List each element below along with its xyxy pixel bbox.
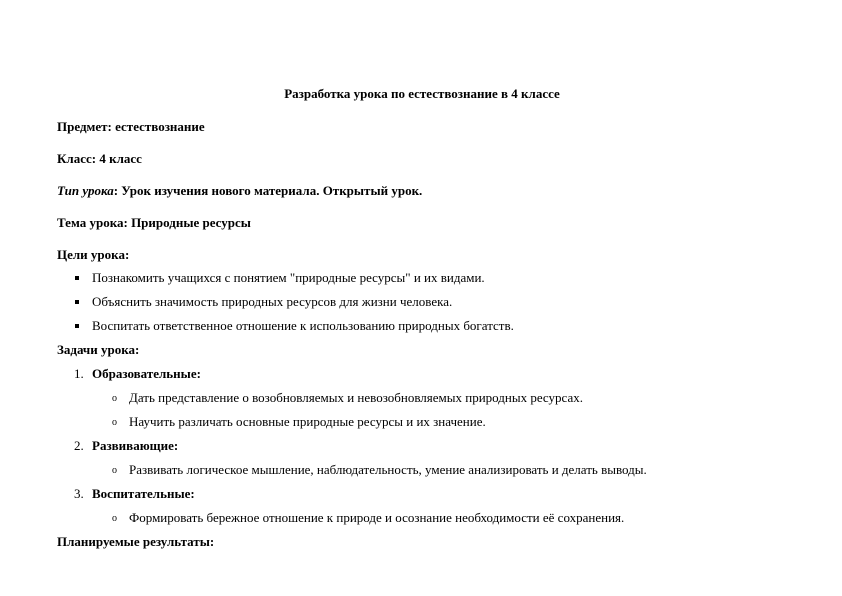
- bullet-icon: [75, 276, 79, 280]
- goal-text: Воспитать ответственное отношение к использованию природных богатств.: [92, 318, 514, 333]
- lesson-type-value: : Урок изучения нового материала. Открытый урок.: [113, 183, 423, 198]
- goals-heading: Цели урока:: [57, 247, 130, 262]
- task-title: [57, 366, 787, 382]
- task-title: [57, 486, 787, 502]
- task-title-text: Образовательные:: [92, 366, 201, 381]
- document-page: [57, 86, 787, 563]
- list-item: [57, 462, 787, 478]
- task-title-text: Развивающие:: [92, 438, 179, 453]
- task-item-text: Научить различать основные природные ресурсы и их значение.: [129, 414, 486, 429]
- task-number: 1.: [74, 366, 84, 381]
- goals-list: [57, 270, 787, 334]
- task-group: [57, 486, 787, 526]
- topic-line: Тема урока: Природные ресурсы: [57, 215, 251, 230]
- list-item: [57, 510, 787, 526]
- task-number: 3.: [74, 486, 84, 501]
- lesson-type-label: Тип урока: [57, 183, 114, 198]
- circle-bullet-icon: o: [112, 417, 117, 428]
- goal-text: Познакомить учащихся с понятием "природные ресурсы" и их видами.: [92, 270, 485, 285]
- task-item-text: Развивать логическое мышление, наблюдательность, умение анализировать и делать выводы.: [129, 462, 647, 477]
- tasks-list: [57, 366, 787, 526]
- subject-line: Предмет: естествознание: [57, 119, 205, 134]
- circle-bullet-icon: o: [112, 465, 117, 476]
- document-title: Разработка урока по естествознание в 4 классе: [284, 86, 560, 101]
- bullet-icon: [75, 324, 79, 328]
- list-item: [57, 294, 787, 310]
- lesson-type-line: [57, 183, 787, 199]
- list-item: [57, 390, 787, 406]
- tasks-heading: Задачи урока:: [57, 342, 140, 357]
- task-item-text: Формировать бережное отношение к природе и осознание необходимости её сохранения.: [129, 510, 625, 525]
- task-number: 2.: [74, 438, 84, 453]
- list-item: [57, 270, 787, 286]
- task-group: [57, 438, 787, 478]
- list-item: [57, 414, 787, 430]
- circle-bullet-icon: o: [112, 393, 117, 404]
- goal-text: Объяснить значимость природных ресурсов для жизни человека.: [92, 294, 453, 309]
- task-sublist: [57, 510, 787, 526]
- task-item-text: Дать представление о возобновляемых и невозобновляемых природных ресурсах.: [129, 390, 583, 405]
- results-heading: Планируемые результаты:: [57, 534, 215, 549]
- bullet-icon: [75, 300, 79, 304]
- class-line: Класс: 4 класс: [57, 151, 142, 166]
- task-sublist: [57, 390, 787, 430]
- task-title-text: Воспитательные:: [92, 486, 195, 501]
- task-sublist: [57, 462, 787, 478]
- task-group: [57, 366, 787, 430]
- list-item: [57, 318, 787, 334]
- task-title: [57, 438, 787, 454]
- circle-bullet-icon: o: [112, 513, 117, 524]
